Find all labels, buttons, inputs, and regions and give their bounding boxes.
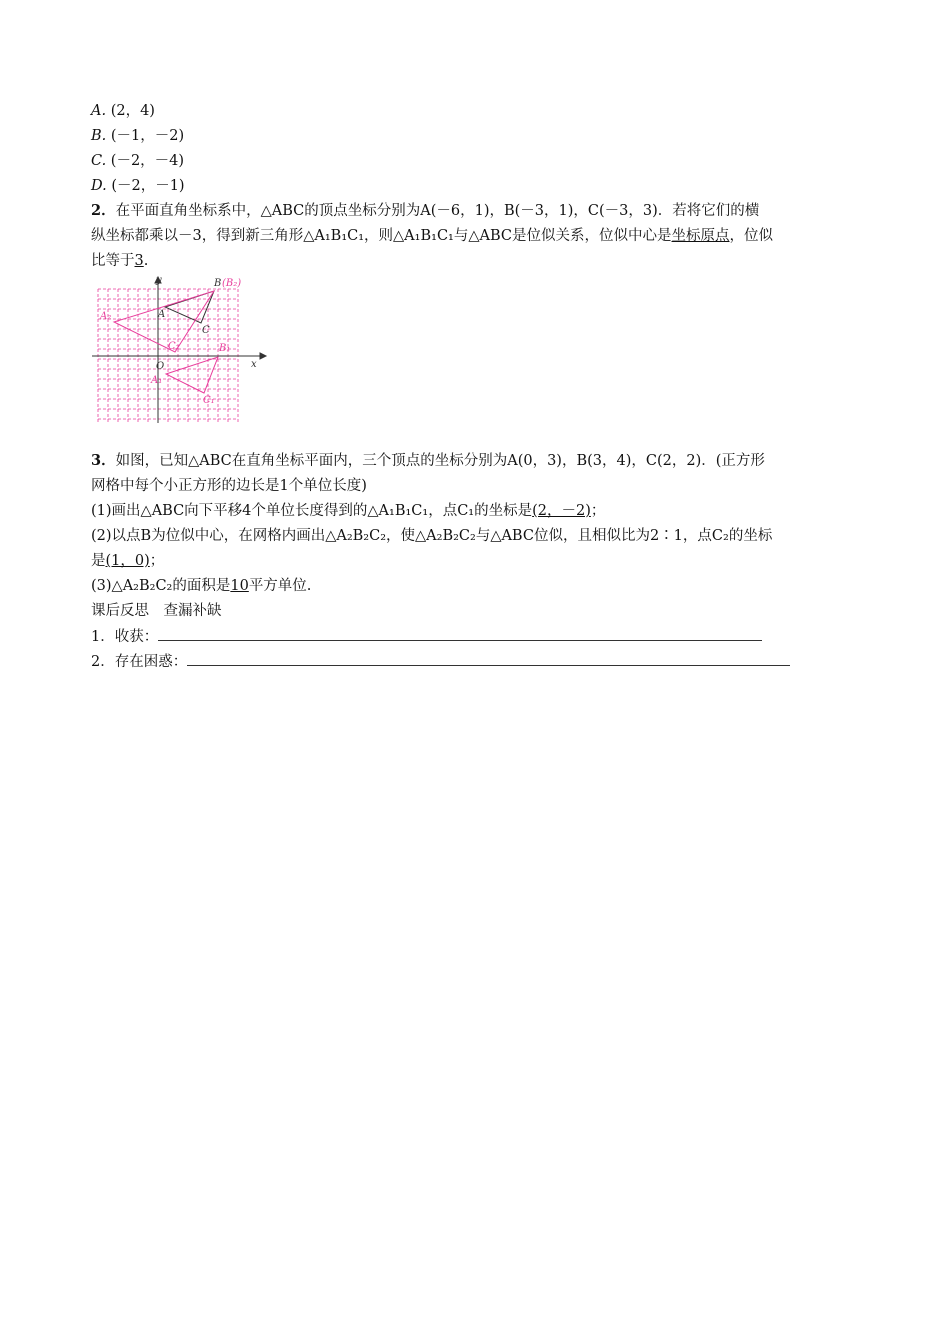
question-2-line-2 (91, 226, 773, 246)
point-label-b2: (B₂) (222, 278, 242, 289)
point-label-b: B (214, 278, 222, 289)
question-text: . (143, 253, 149, 269)
option-d (91, 176, 185, 196)
question-3-part-1 (91, 501, 605, 521)
triangle-a1b1c1 (166, 357, 218, 393)
answer-blank[interactable] (158, 626, 762, 641)
question-text: ； (149, 553, 165, 569)
reflection-item-1 (91, 626, 762, 647)
question-text: (2)以点B为位似中心，在网格内画出△A₂B₂C₂，使△A₂B₂C₂与△ABC位似，且相似比为2∶1，点C₂的坐标 (91, 528, 773, 544)
option-b (91, 126, 184, 146)
question-3-part-3 (91, 576, 311, 596)
axis-label-x: x (251, 359, 257, 370)
answer-center: 坐标原点 (671, 228, 730, 244)
question-2-line-3 (91, 251, 148, 271)
answer-blank[interactable] (187, 651, 790, 666)
point-label-a1: A₁ (151, 375, 163, 386)
question-text: ； (590, 503, 606, 519)
question-text: (1)画出△ABC向下平移4个单位长度得到的△A₁B₁C₁，点C₁的坐标是 (91, 503, 533, 519)
option-a (91, 101, 155, 121)
triangle-abc (165, 291, 214, 323)
question-text: 纵坐标都乘以－3，得到新三角形△A₁B₁C₁，则△A₁B₁C₁与△ABC是位似关系，位似中心是 (91, 228, 672, 244)
item-label: 1．收获： (91, 629, 159, 645)
question-text: ，位似 (729, 228, 773, 244)
section-title: 课后反思 查漏补缺 (91, 603, 222, 619)
point-label-b1: B₁ (219, 343, 231, 354)
option-letter: A. (91, 103, 107, 119)
option-letter: B. (91, 128, 107, 144)
coordinate-figure (88, 275, 270, 425)
question-3-part-2-line-2 (91, 551, 164, 571)
triangle-a2b2c2 (114, 291, 214, 352)
option-value: (－2，－4) (110, 153, 185, 169)
question-number: 3． (91, 452, 116, 469)
answer-c1: (2，－2) (532, 503, 591, 519)
question-3-line-1 (91, 451, 765, 471)
question-2-line-1 (91, 201, 759, 221)
answer-area: 10 (230, 578, 249, 594)
option-value: (－1，－2) (110, 128, 185, 144)
point-label-c: C (202, 325, 210, 336)
question-text: 是 (91, 553, 106, 569)
question-text: (3)△A₂B₂C₂的面积是 (91, 578, 231, 594)
question-text: 网格中每个小正方形的边长是1个单位长度) (91, 478, 367, 494)
question-text: 平方单位. (248, 578, 312, 594)
question-3-line-2 (91, 476, 367, 496)
question-number: 2． (91, 202, 116, 219)
axis-label-y: y (156, 275, 162, 286)
reflection-item-2 (91, 651, 790, 672)
question-text: 如图，已知△ABC在直角坐标平面内，三个顶点的坐标分别为A(0，3)，B(3，4)，C(2，2)．(正方形 (115, 453, 765, 469)
question-3-part-2-line-1 (91, 526, 772, 546)
option-letter: D. (91, 178, 107, 194)
point-label-a: A (158, 309, 166, 320)
question-text: 在平面直角坐标系中，△ABC的顶点坐标分别为A(－6，1)，B(－3，1)，C(－3，3)．若将它们的横 (115, 203, 760, 219)
point-label-c1: C₁ (203, 395, 215, 406)
question-text: 比等于 (91, 253, 135, 269)
item-label: 2．存在困惑： (91, 654, 188, 670)
option-value: (2，4) (110, 103, 155, 119)
option-value: (－2，－1) (111, 178, 185, 194)
answer-ratio: 3 (134, 253, 144, 269)
point-label-c2: C₂ (168, 341, 180, 352)
point-label-a2: A₂ (100, 311, 112, 322)
reflection-title (91, 601, 222, 621)
origin-label: O (156, 361, 165, 372)
option-letter: C. (91, 153, 107, 169)
answer-c2: (1，0) (105, 553, 150, 569)
option-c (91, 151, 184, 171)
